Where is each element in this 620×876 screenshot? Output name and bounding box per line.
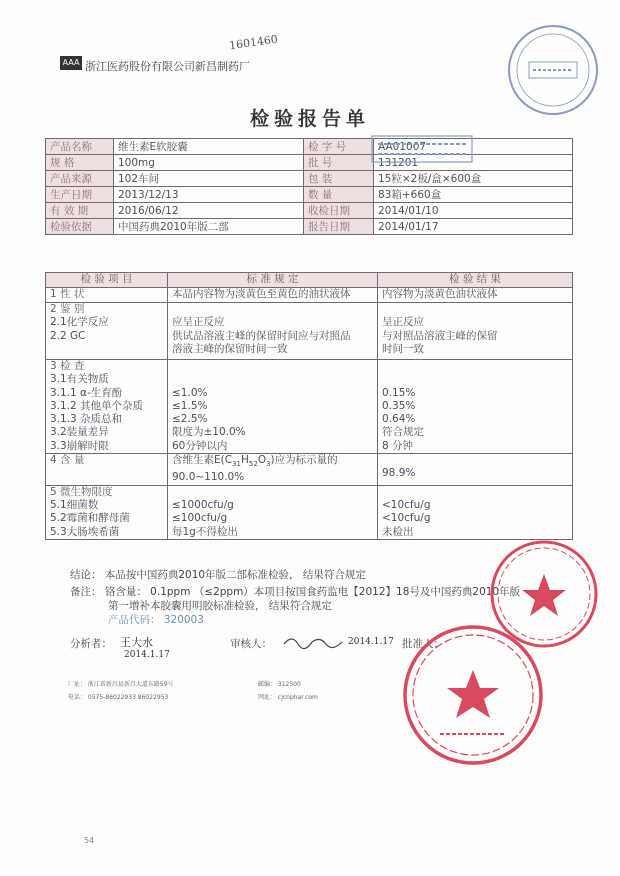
col-header-item: 检 验 项 目 (46, 273, 168, 288)
test-item: 5 微生物限度 (50, 485, 113, 498)
bottom-mark: 54 (84, 836, 95, 845)
test-item: 5.2霉菌和酵母菌 (50, 512, 130, 525)
test-item: 3.1.3 杂质总和 (50, 413, 123, 426)
info-label: 收检日期 (304, 203, 374, 219)
test-result: <10cfu/g (382, 512, 431, 525)
red-quality-seal (400, 622, 546, 768)
info-value: 中国药典2010年版二部 (114, 219, 304, 235)
conclusion: 结论： 本品按中国药典2010年版二部标准检验， 结果符合规定 (70, 569, 366, 581)
test-row-identification (46, 303, 573, 360)
test-standard: ≤1000cfu/g (172, 499, 234, 512)
info-row (46, 171, 573, 187)
test-standard: ≤1.5% (172, 399, 208, 412)
test-standard: 限度为±10.0% (172, 426, 246, 439)
test-item: 3.1有关物质 (50, 373, 109, 386)
footer-website: 网址： cjcnphar.com (258, 694, 318, 701)
test-item: 2 鉴 别 (50, 303, 85, 315)
test-standard: 含维生素$E(C_{31}H_{52}O_3)$应为标示量的 (172, 454, 338, 469)
info-row (46, 155, 573, 171)
info-table (45, 138, 573, 235)
remark-line: 备注： 铬含量： 0.1ppm （≤2ppm）本项目按国食药监电【2012】18号及中国药典2010年版 (70, 586, 521, 598)
company-name: 浙江医药股份有限公司新昌制药厂 (85, 60, 250, 73)
col-header-standard: 标 准 规 定 (168, 273, 378, 288)
test-item: 5.3大肠埃希菌 (50, 525, 120, 538)
info-label: 产品来源 (46, 171, 114, 187)
footer-phone: 电话： 0575-86022933 86022953 (68, 694, 169, 701)
test-standard: ≤100cfu/g (172, 512, 228, 525)
test-standard: 本品内容物为淡黄色至黄色的油状液体 (168, 288, 378, 303)
analyst-label: 分析者： (70, 638, 112, 650)
handwritten-number: 1601460 (228, 32, 279, 53)
info-label: 数 量 (304, 187, 374, 203)
test-standard: 应呈正反应 (172, 316, 225, 329)
test-item: 5.1细菌数 (50, 499, 99, 512)
test-result: <10cfu/g (382, 499, 431, 512)
remark (70, 585, 555, 627)
info-label: 检 字 号 (304, 139, 374, 155)
info-value: 102车间 (114, 171, 304, 187)
info-row (46, 219, 573, 235)
test-item: 3 检 查 (50, 360, 85, 372)
info-label: 有 效 期 (46, 203, 114, 219)
info-label: 包 装 (304, 171, 374, 187)
test-result: 98.9% (382, 467, 416, 480)
test-result: 8 分钟 (382, 439, 414, 452)
test-result: 呈正反应 (382, 316, 424, 329)
info-value: 2016/06/12 (114, 203, 304, 219)
info-row (46, 139, 573, 155)
product-code: 产品代码： 320003 (108, 614, 204, 626)
test-result: 内容物为淡黄色油状液体 (378, 288, 573, 303)
test-standard: 60分钟以内 (172, 439, 228, 452)
test-table (45, 272, 573, 540)
test-item: 3.1.1 α-生育酚 (50, 386, 123, 399)
info-label: 产品名称 (46, 139, 114, 155)
test-row-assay (46, 454, 573, 486)
test-row-microbial (46, 485, 573, 539)
info-label: 生产日期 (46, 187, 114, 203)
info-label: 批 号 (304, 155, 374, 171)
test-standard: ≤1.0% (172, 386, 208, 399)
info-label: 报告日期 (304, 219, 374, 235)
analyst-date: 2014.1.17 (124, 650, 170, 660)
info-value: 100mg (114, 155, 304, 171)
test-item: 4 含 量 (50, 454, 85, 467)
reviewer-label: 审核人： (230, 638, 272, 650)
info-value: 2014/01/17 (374, 219, 573, 235)
info-label: 规 格 (46, 155, 114, 171)
test-item: 3.3崩解时限 (50, 439, 109, 452)
remark-line: 第一增补本胶囊用明胶标准检验， 结果符合规定 (108, 600, 332, 612)
test-item: 2.1化学反应 (50, 316, 109, 329)
test-standard: 90.0~110.0% (172, 471, 245, 484)
test-result: 未检出 (382, 525, 414, 538)
test-standard: 供试品溶液主峰的保留时间应与对照品 (172, 329, 351, 342)
info-value: 15粒×2板/盒×600盒 (374, 171, 573, 187)
test-standard: ≤2.5% (172, 413, 208, 426)
blue-inspection-stamp (505, 22, 601, 118)
info-row (46, 203, 573, 219)
info-value: AA01007 (374, 139, 573, 155)
info-value: 131201 (374, 155, 573, 171)
info-value: 维生素E软胶囊 (114, 139, 304, 155)
test-item: 3.1.2 其他单个杂质 (50, 399, 144, 412)
company-footer (68, 678, 418, 704)
analyst-signature: 王大水 (120, 636, 153, 649)
footer-address: 厂址： 浙江省新昌县新昌大道东路59号 (68, 681, 174, 688)
test-result: 0.35% (382, 399, 416, 412)
company-logo: AAA (60, 56, 82, 70)
info-value: 2014/01/10 (374, 203, 573, 219)
test-result: 0.15% (382, 386, 416, 399)
test-result: 符合规定 (382, 426, 424, 439)
test-row-appearance (46, 288, 573, 303)
reviewer-date: 2014.1.17 (348, 637, 394, 647)
info-label: 检验依据 (46, 219, 114, 235)
test-header-row (46, 273, 573, 288)
col-header-result: 检 验 结 果 (378, 273, 573, 288)
test-item: 3.2装量差异 (50, 426, 109, 439)
approver-label: 批准人： (402, 638, 444, 650)
info-value: 2013/12/13 (114, 187, 304, 203)
info-row (46, 187, 573, 203)
test-item: 2.2 GC (50, 329, 86, 342)
test-result: 与对照品溶液主峰的保留 (382, 329, 498, 342)
info-value: 83箱+660盒 (374, 187, 573, 203)
test-result: 时间一致 (382, 342, 424, 355)
test-item: 1 性 状 (46, 288, 168, 303)
footer-postcode: 邮编： 312500 (258, 681, 301, 688)
blue-rectangular-stamp (370, 134, 474, 164)
report-title: 检验报告单 (249, 108, 370, 130)
test-standard: 每1g不得检出 (172, 525, 238, 538)
test-result: 0.64% (382, 413, 416, 426)
reviewer-signature (282, 632, 352, 652)
test-standard: 溶液主峰的保留时间一致 (172, 342, 288, 355)
test-row-checks (46, 360, 573, 454)
